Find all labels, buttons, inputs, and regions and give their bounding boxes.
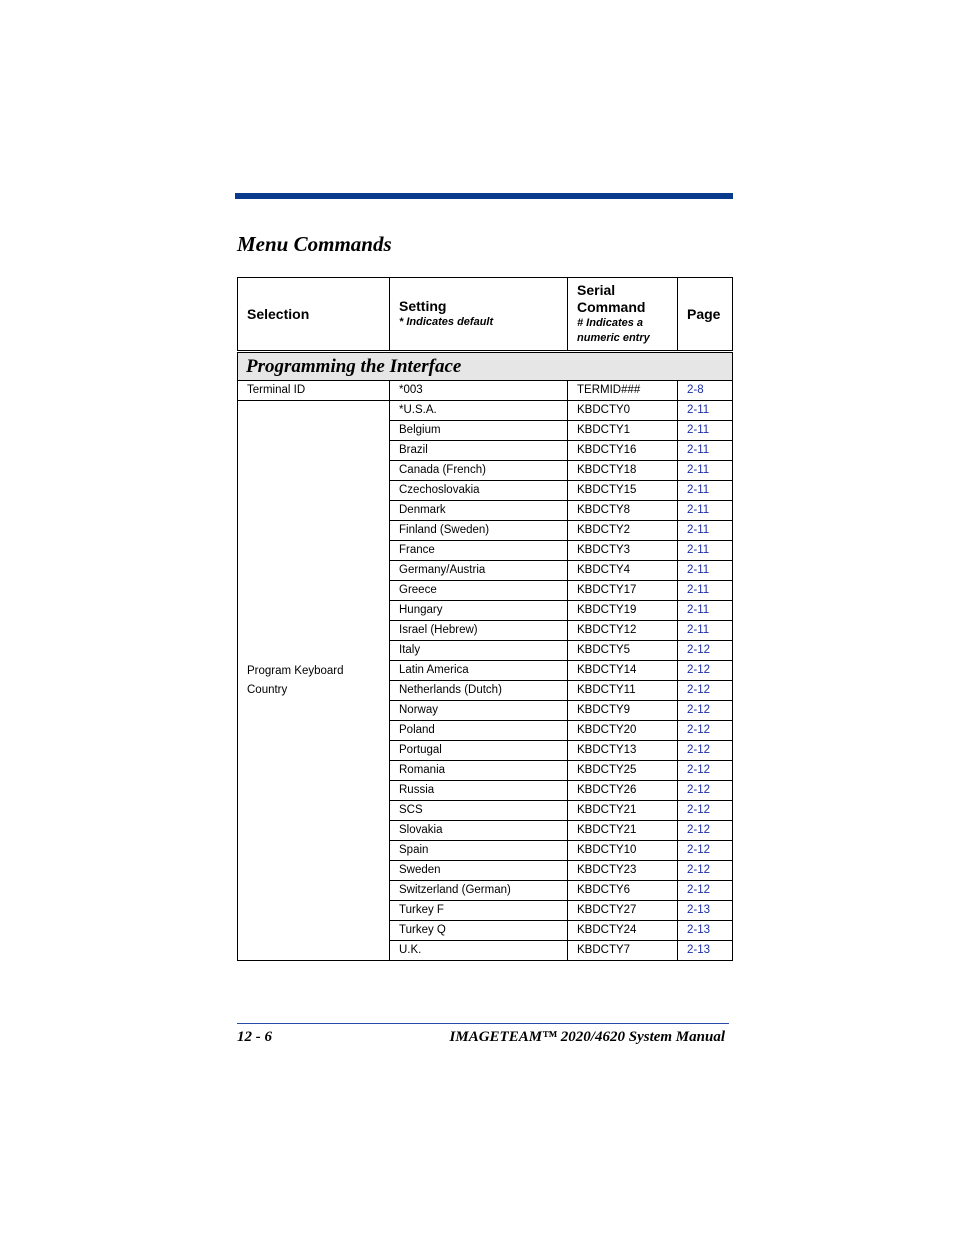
setting-cell: Norway: [390, 701, 568, 721]
page-link[interactable]: 2-11: [678, 501, 733, 521]
command-cell: KBDCTY23: [568, 861, 678, 881]
setting-cell: Turkey F: [390, 901, 568, 921]
setting-cell: Sweden: [390, 861, 568, 881]
footer-page-number: 12 - 6: [237, 1029, 272, 1045]
command-cell: KBDCTY15: [568, 481, 678, 501]
section-row: [238, 352, 733, 381]
command-cell: KBDCTY14: [568, 661, 678, 681]
command-cell: KBDCTY21: [568, 821, 678, 841]
setting-cell: Portugal: [390, 741, 568, 761]
command-cell: KBDCTY6: [568, 881, 678, 901]
setting-cell: Germany/Austria: [390, 561, 568, 581]
command-cell: KBDCTY24: [568, 921, 678, 941]
section-title: Programming the Interface: [238, 352, 733, 381]
setting-cell: Czechoslovakia: [390, 481, 568, 501]
command-cell: KBDCTY7: [568, 941, 678, 961]
command-cell: KBDCTY9: [568, 701, 678, 721]
command-cell: TERMID###: [568, 381, 678, 401]
command-cell: KBDCTY3: [568, 541, 678, 561]
page-link[interactable]: 2-12: [678, 661, 733, 681]
page-link[interactable]: 2-8: [678, 381, 733, 401]
setting-cell: Latin America: [390, 661, 568, 681]
page-link[interactable]: 2-12: [678, 781, 733, 801]
setting-cell: Switzerland (German): [390, 881, 568, 901]
page-link[interactable]: 2-11: [678, 561, 733, 581]
setting-cell: Russia: [390, 781, 568, 801]
table-row: [238, 381, 733, 401]
command-cell: KBDCTY19: [568, 601, 678, 621]
command-cell: KBDCTY12: [568, 621, 678, 641]
page-link[interactable]: 2-12: [678, 821, 733, 841]
page-link[interactable]: 2-12: [678, 701, 733, 721]
page-link[interactable]: 2-12: [678, 681, 733, 701]
page-link[interactable]: 2-11: [678, 621, 733, 641]
footer-rule: [237, 1023, 729, 1024]
command-cell: KBDCTY11: [568, 681, 678, 701]
header-rule: [235, 193, 733, 199]
command-cell: KBDCTY17: [568, 581, 678, 601]
setting-cell: Slovakia: [390, 821, 568, 841]
page-link[interactable]: 2-11: [678, 521, 733, 541]
page-link[interactable]: 2-12: [678, 721, 733, 741]
page-link[interactable]: 2-12: [678, 841, 733, 861]
page-link[interactable]: 2-13: [678, 901, 733, 921]
command-cell: KBDCTY26: [568, 781, 678, 801]
setting-cell: Belgium: [390, 421, 568, 441]
setting-cell: *U.S.A.: [390, 401, 568, 421]
setting-cell: Brazil: [390, 441, 568, 461]
menu-commands-table: [237, 277, 733, 961]
command-cell: KBDCTY16: [568, 441, 678, 461]
setting-cell: Denmark: [390, 501, 568, 521]
setting-cell: France: [390, 541, 568, 561]
page-link[interactable]: 2-12: [678, 741, 733, 761]
page-link[interactable]: 2-11: [678, 541, 733, 561]
setting-cell: Finland (Sweden): [390, 521, 568, 541]
page-link[interactable]: 2-12: [678, 881, 733, 901]
header-selection: Selection: [238, 278, 390, 352]
command-cell: KBDCTY8: [568, 501, 678, 521]
command-cell: KBDCTY20: [568, 721, 678, 741]
table-row: [238, 401, 733, 421]
command-cell: KBDCTY5: [568, 641, 678, 661]
page-link[interactable]: 2-11: [678, 601, 733, 621]
command-cell: KBDCTY21: [568, 801, 678, 821]
setting-cell: Israel (Hebrew): [390, 621, 568, 641]
header-serial-command: Serial Command # Indicates a numeric entry: [568, 278, 678, 352]
page-link[interactable]: 2-11: [678, 421, 733, 441]
setting-cell: U.K.: [390, 941, 568, 961]
footer-manual-title: IMAGETEAM™ 2020/4620 System Manual: [449, 1029, 725, 1045]
page-link[interactable]: 2-12: [678, 861, 733, 881]
command-cell: KBDCTY10: [568, 841, 678, 861]
command-cell: KBDCTY0: [568, 401, 678, 421]
command-cell: KBDCTY2: [568, 521, 678, 541]
header-setting-note: * Indicates default: [399, 316, 494, 328]
setting-cell: Romania: [390, 761, 568, 781]
header-serial-note-2: numeric entry: [577, 332, 650, 344]
setting-cell: Italy: [390, 641, 568, 661]
header-page: Page: [678, 278, 733, 352]
page-link[interactable]: 2-11: [678, 441, 733, 461]
command-cell: KBDCTY18: [568, 461, 678, 481]
selection-cell: Terminal ID: [238, 381, 390, 401]
page-link[interactable]: 2-11: [678, 401, 733, 421]
setting-cell: Canada (French): [390, 461, 568, 481]
page-title: Menu Commands: [237, 232, 392, 256]
page-link[interactable]: 2-13: [678, 921, 733, 941]
setting-cell: *003: [390, 381, 568, 401]
selection-cell: Program Keyboard Country: [238, 401, 390, 961]
page-link[interactable]: 2-11: [678, 481, 733, 501]
page-link[interactable]: 2-11: [678, 461, 733, 481]
page-link[interactable]: 2-13: [678, 941, 733, 961]
setting-cell: Greece: [390, 581, 568, 601]
command-cell: KBDCTY1: [568, 421, 678, 441]
setting-cell: Turkey Q: [390, 921, 568, 941]
setting-cell: Netherlands (Dutch): [390, 681, 568, 701]
header-serial-note-1: # Indicates a: [577, 317, 644, 329]
command-cell: KBDCTY27: [568, 901, 678, 921]
setting-cell: Poland: [390, 721, 568, 741]
command-cell: KBDCTY4: [568, 561, 678, 581]
page-link[interactable]: 2-12: [678, 801, 733, 821]
setting-cell: SCS: [390, 801, 568, 821]
page-link[interactable]: 2-12: [678, 641, 733, 661]
header-row: [238, 278, 733, 352]
header-setting: Setting * Indicates default: [390, 278, 568, 352]
command-cell: KBDCTY25: [568, 761, 678, 781]
command-cell: KBDCTY13: [568, 741, 678, 761]
page-link[interactable]: 2-11: [678, 581, 733, 601]
page-link[interactable]: 2-12: [678, 761, 733, 781]
setting-cell: Spain: [390, 841, 568, 861]
setting-cell: Hungary: [390, 601, 568, 621]
